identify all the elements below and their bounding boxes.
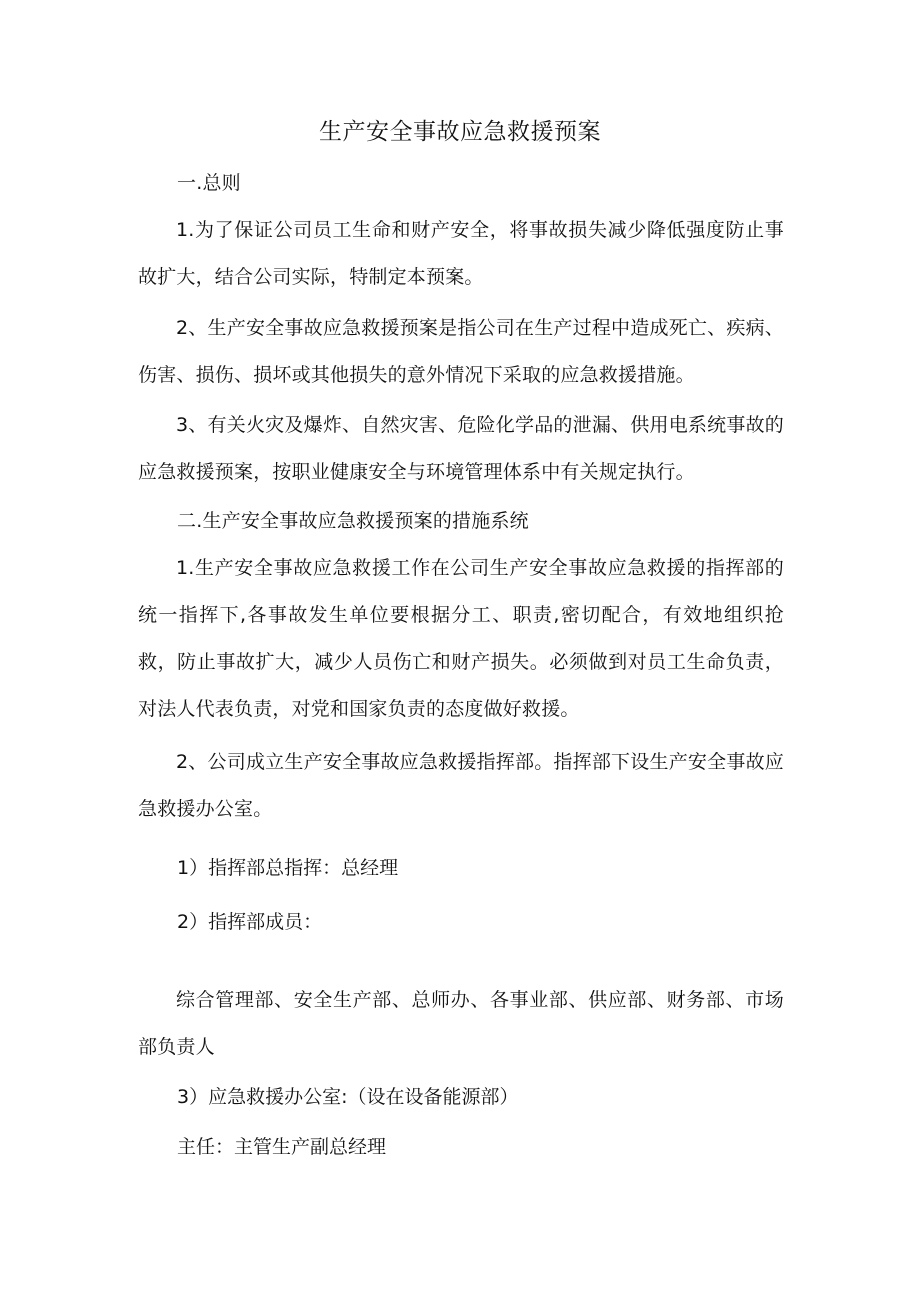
paragraph-member-departments: 综合管理部、安全生产部、总师办、各事业部、供应部、财务部、市场部负责人 (138, 989, 784, 1058)
list-item-office: 3）应急救援办公室:（设在设备能源部） (177, 1086, 519, 1108)
paragraph-purpose: 1.为了保证公司员工生命和财产安全，将事故损失减少降低强度防止事故扩大，结合公司实际，特制定本预案。 (138, 219, 784, 288)
paragraph-special-cases: 3、有关火灾及爆炸、自然灾害、危险化学品的泄漏、供用电系统事故的应急救援预案，按职业健康安全与环境管理体系中有关规定执行。 (138, 414, 784, 483)
paragraph-command: 1.生产安全事故应急救援工作在公司生产安全事故应急救援的指挥部的统一指挥下,各事故发生单位要根据分工、职责,密切配合，有效地组织抢救，防止事故扩大，减少人员伤亡和财产损失。必须做到对员工生命负责，对法人代表负责，对党和国家负责的态度做好救援。 (138, 557, 784, 720)
paragraph-headquarters: 2、公司成立生产安全事故应急救援指挥部。指挥部下设生产安全事故应急救援办公室。 (138, 751, 784, 820)
list-item-members: 2）指挥部成员： (177, 911, 323, 933)
paragraph-definition: 2、生产安全事故应急救援预案是指公司在生产过程中造成死亡、疾病、伤害、损伤、损坏或其他损失的意外情况下采取的应急救援措施。 (138, 317, 784, 386)
section-heading-general: 一.总则 (177, 172, 241, 194)
list-item-commander: 1）指挥部总指挥：总经理 (177, 857, 399, 879)
list-item-director: 主任：主管生产副总经理 (177, 1136, 387, 1158)
document-title: 生产安全事故应急救援预案 (319, 119, 601, 145)
section-heading-measures: 二.生产安全事故应急救援预案的措施系统 (177, 510, 529, 532)
